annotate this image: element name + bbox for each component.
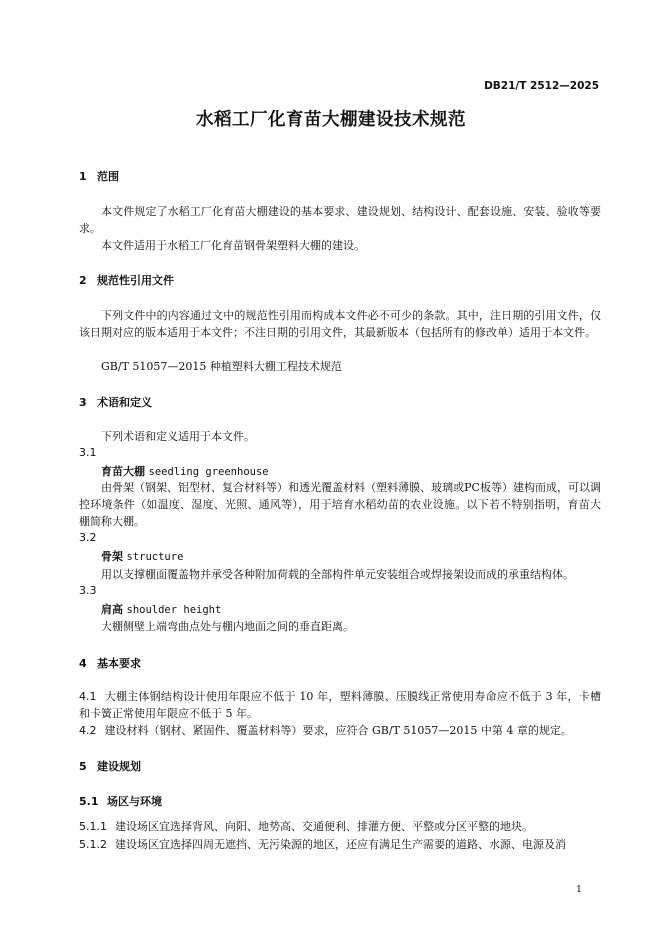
subsection-heading xyxy=(79,793,162,809)
document-code: DB21/T 2512—2025 xyxy=(484,80,599,92)
section-number: 5 xyxy=(79,760,87,773)
term-number: 3.1 xyxy=(79,446,97,459)
clause xyxy=(79,836,601,853)
section-4-heading xyxy=(79,655,141,671)
term-definition: 大棚侧壁上端弯曲点处与棚内地面之间的垂直距离。 xyxy=(101,620,354,633)
term-zh: 育苗大棚 xyxy=(101,465,145,478)
section-number: 2 xyxy=(79,274,87,287)
clause xyxy=(79,688,601,722)
page-number: 1 xyxy=(575,884,582,895)
term-en: shoulder height xyxy=(126,604,222,616)
section-title: 术语和定义 xyxy=(97,396,152,409)
section-1-heading xyxy=(79,168,119,184)
clause-text: 建设材料（钢材、紧固件、覆盖材料等）要求，应符合 GB/T 51057—2015 中第 4 章的规定。 xyxy=(104,724,572,737)
section-number: 4 xyxy=(79,657,87,670)
normative-reference: GB/T 51057—2015 种植塑料大棚工程技术规范 xyxy=(101,360,342,373)
clause-text: 建设场区宜选择四周无遮挡、无污染源的地区，还应有满足生产需要的道路、水源、电源及消 xyxy=(115,838,566,851)
clause xyxy=(79,722,601,739)
paragraph: 下列文件中的内容通过文中的规范性引用而构成本文件必不可少的条款。其中，注日期的引用文件，仅该日期对应的版本适用于本文件；不注日期的引用文件，其最新版本（包括所有的修改单）适用于本文件。 xyxy=(79,309,601,339)
section-2-heading xyxy=(79,272,174,288)
clause-number: 5.1.1 xyxy=(79,820,107,833)
term-definition: 由骨架（钢架、铝型材、复合材料等）和透光覆盖材料（塑料薄膜、玻璃或PC板等）建构而成，可以调控环境条件（如温度、湿度、光照、通风等），用于培育水稻幼苗的农业设施。以下若不特别指明，育苗大棚简称大棚。 xyxy=(79,481,601,528)
clause-number: 4.2 xyxy=(79,724,97,737)
clause-number: 5.1.2 xyxy=(79,838,107,851)
paragraph: 下列术语和定义适用于本文件。 xyxy=(101,430,255,443)
term-number: 3.3 xyxy=(79,584,97,597)
section-title: 规范性引用文件 xyxy=(97,274,174,287)
term-en: structure xyxy=(126,551,184,563)
paragraph: 本文件适用于水稻工厂化育苗钢骨架塑料大棚的建设。 xyxy=(101,239,365,252)
term-zh: 骨架 xyxy=(101,550,123,563)
term-heading xyxy=(101,601,221,617)
subsection-number: 5.1 xyxy=(79,795,99,808)
term-number: 3.2 xyxy=(79,531,97,544)
clause xyxy=(79,818,601,835)
section-3-heading xyxy=(79,394,152,410)
clause-text: 建设场区宜选择背风、向阳、地势高、交通便利、排灌方便、平整或分区平整的地块。 xyxy=(115,820,533,833)
paragraph: 本文件规定了水稻工厂化育苗大棚建设的基本要求、建设规划、结构设计、配套设施、安装、验收等要求。 xyxy=(79,205,601,235)
section-title: 范围 xyxy=(97,170,119,183)
section-5-heading xyxy=(79,758,141,774)
subsection-title: 场区与环境 xyxy=(107,795,162,808)
section-title: 基本要求 xyxy=(97,657,141,670)
term-zh: 肩高 xyxy=(101,603,123,616)
clause-text: 大棚主体钢结构设计使用年限应不低于 10 年，塑料薄膜、压膜线正常使用寿命应不低于 3 年，卡槽和卡簧正常使用年限应不低于 5 年。 xyxy=(79,690,601,720)
term-en: seedling greenhouse xyxy=(148,466,269,478)
term-heading xyxy=(101,548,183,564)
term-definition: 用以支撑棚面覆盖物并承受各种附加荷载的全部构件单元安装组合或焊接架设而成的承重结构体。 xyxy=(101,568,574,581)
section-number: 3 xyxy=(79,396,87,409)
section-number: 1 xyxy=(79,170,87,183)
clause-number: 4.1 xyxy=(79,690,97,703)
page-title: 水稻工厂化育苗大棚建设技术规范 xyxy=(196,110,466,130)
section-title: 建设规划 xyxy=(97,760,141,773)
term-heading xyxy=(101,463,269,479)
